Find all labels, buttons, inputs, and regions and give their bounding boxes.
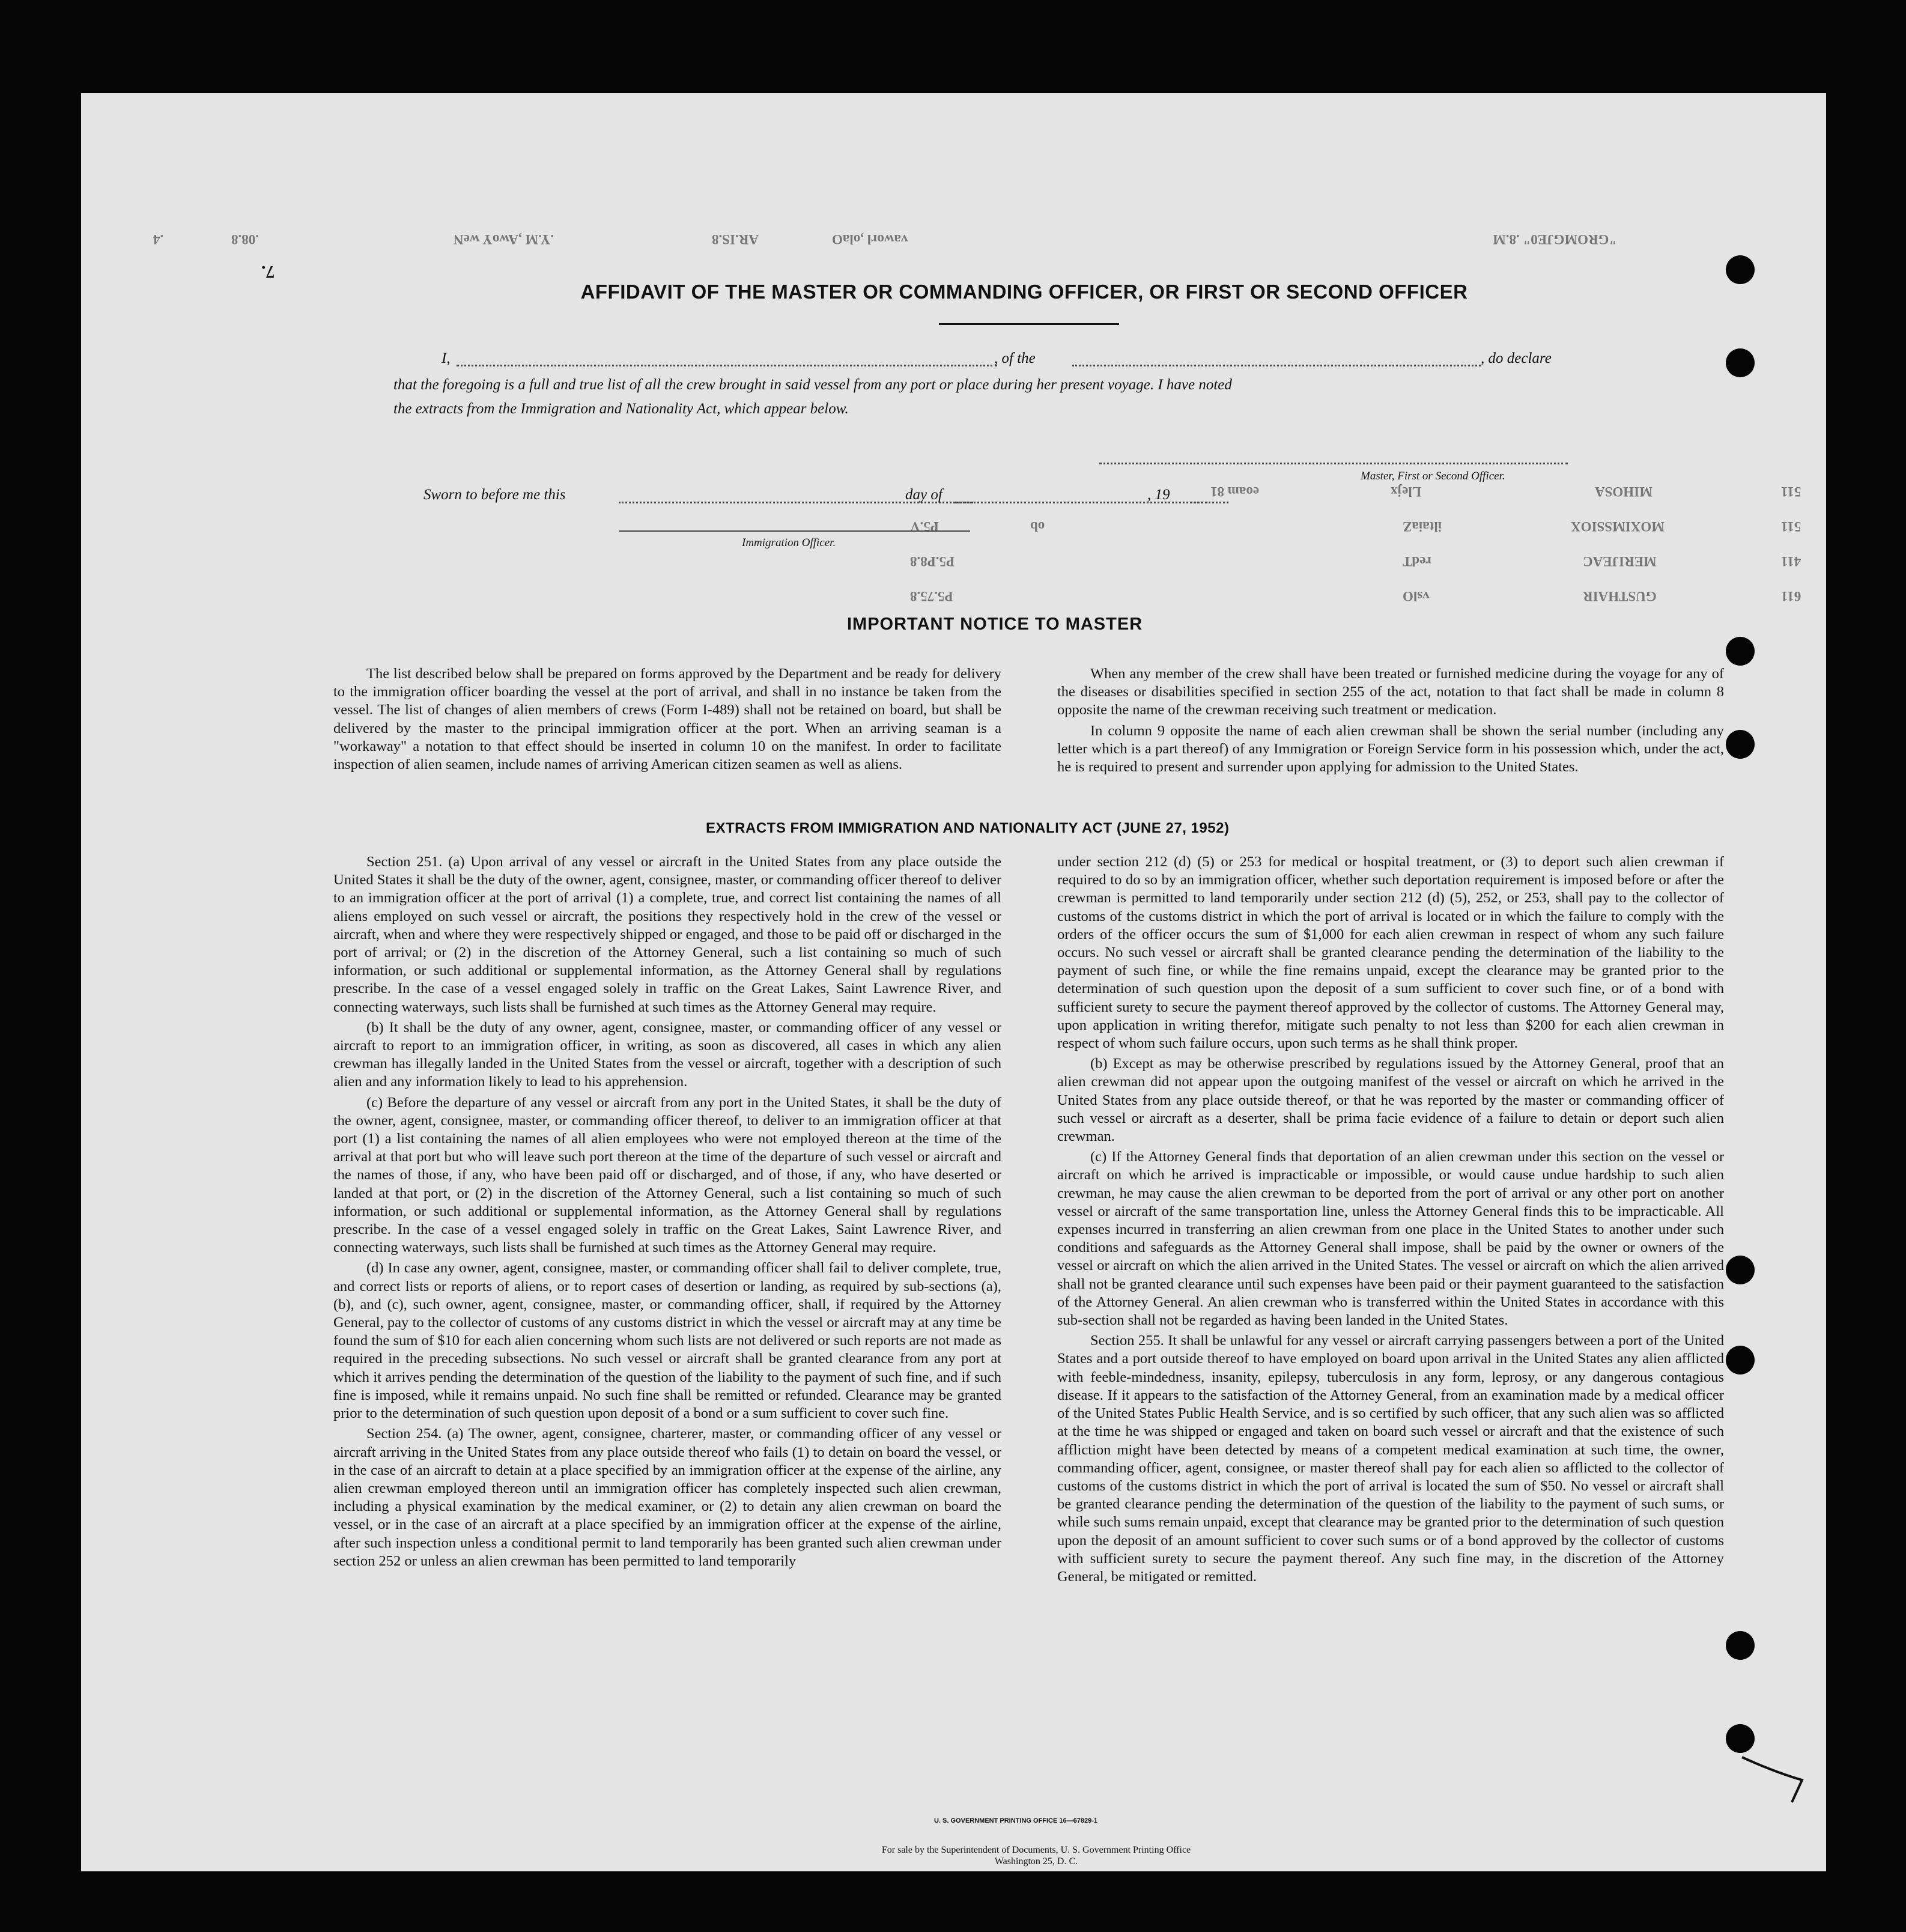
day-of-label: day of — [905, 487, 942, 503]
statement-line-1: that the foregoing is a full and true list of all the crew brought in said vessel from any port or place during her present voyage. I have noted — [393, 377, 1232, 393]
notice-paragraph: When any member of the crew shall have been treated or furnished medicine during the voyage for any of the diseases or disabilities specified in section 255 of the act, notation to that fact shall be made in column 8 opposite the name of the crewman receiving such treatment or medication. — [1057, 666, 1724, 718]
statement-line-2: the extracts from the Immigration and Nationality Act, which appear below. — [393, 401, 849, 417]
punch-hole-icon — [1726, 1346, 1755, 1375]
do-declare-label: , do declare — [1481, 350, 1552, 366]
punch-hole-icon — [1726, 1256, 1755, 1284]
vessel-blank[interactable] — [1072, 365, 1481, 366]
punch-hole-icon — [1726, 255, 1755, 284]
sworn-year-blank[interactable] — [1186, 502, 1228, 503]
statute-paragraph: (b) Except as may be otherwise prescribed by regulations issued by the Attorney General, proof that an alien crewman did not appear upon the outgoing manifest of the vessel or aircraft on which he arrived in the United States from any place outside thereof, or that he was reported by the master or commanding officer of such vessel or aircraft as a deserter, shall be prima facie evidence of a failure to detain or deport such alien crewman. — [1057, 1056, 1724, 1145]
bleed-through-row: GUSTHAIR 611 vslO P5.75.8 — [910, 589, 1801, 604]
affidavit-title: AFFIDAVIT OF THE MASTER OR COMMANDING OFFICER, OR FIRST OR SECOND OFFICER — [580, 281, 1468, 303]
statute-paragraph: (c) Before the departure of any vessel or aircraft from any port in the United States, it shall be the duty of the owner, agent, consignee, master, or commanding officer thereof, to deliver to an immigration officer at that port (1) a list containing the names of all alien employees who were not employed thereon at the time of the arrival at that port but who will leave such port thereon at the time of the departure of such vessel or aircraft and the names of those, if any, who have been paid off or discharged, and of those, if any, who have deserted or landed at that port, or (2) in the discretion of the Attorney General, such a list containing so much of such information, or such additional or supplemental information, as the Attorney General shall by regulations prescribe. In the case of a vessel engaged solely in traffic on the Great Lakes, Saint Lawrence River, and connecting waterways, such lists shall be furnished at such times as the Attorney General may require. — [333, 1094, 1001, 1256]
statute-paragraph: (b) It shall be the duty of any owner, agent, consignee, master, or commanding officer of any vessel or aircraft to report to an immigration officer, in writing, as soon as discovered, all cases in which any alien crewman has illegally landed in the United States from the vessel or aircraft, together with a description of such alien and any information likely to lead to his apprehension. — [333, 1019, 1001, 1090]
punch-hole-icon — [1726, 730, 1755, 759]
statute-paragraph: under section 212 (d) (5) or 253 for medical or hospital treatment, or (3) to deport such alien crewman if required to do so by an immigration officer, whether such deportation requirement is imposed before or after the crewman is permitted to land temporarily under section 212 (d) (5), 252, or 253, shall pay to the collector of customs of the customs district in which the port of arrival is located or in which the failure to comply with the orders of the officer occurs the sum of $1,000 for each alien crewman in respect of whom any such failure occurs. No such vessel or aircraft shall be granted clearance pending the determination of the liability to the payment of such fine, or while the fine remains unpaid, except the clearance may be granted prior to the determination of such question upon the deposit of a sum sufficient to cover such fine, or of a bond with sufficient surety to secure the payment thereof approved by the collector of customs. The Attorney General may, upon application in writing therefor, mitigate such penalty to not less than $200 for each alien crewman in respect of whom such failure occurs, upon such terms as he shall think proper. — [1057, 854, 1724, 1052]
extracts-right-column — [1057, 853, 1724, 1588]
extracts-heading: EXTRACTS FROM IMMIGRATION AND NATIONALITY ACT (JUNE 27, 1952) — [706, 820, 1230, 836]
notice-paragraph: In column 9 opposite the name of each alien crewman shall be shown the serial number (including any letter which is a part thereof) of any Immigration or Foreign Service form in his possession which, under the act, he is required to present and surrender upon applying for admission to the United States. — [1057, 722, 1724, 776]
name-blank[interactable] — [457, 365, 997, 366]
page-number: 7. — [261, 262, 275, 282]
extracts-left-column — [333, 853, 1001, 1573]
title-rule — [939, 323, 1119, 325]
year-label: , 19 — [1147, 487, 1170, 503]
statute-paragraph: Section 255. It shall be unlawful for any vessel or aircraft carrying passengers between a port of the United States and a port outside thereof to have employed on board upon arrival in the United States any alien afflicted with feeble-mindedness, insanity, epilepsy, tuberculosis in any form, leprosy, or any dangerous contagious disease. If it appears to the satisfaction of the Attorney General, from an examination made by a medical officer of the United States Public Health Service, and is so certified by such officer, that any such alien was so afflicted at the time he was shipped or engaged and taken on board such vessel or aircraft and that the existence of such affliction might have been detected by means of a competent medical examination at such time, the owner, commanding officer, agent, consignee, or master thereof shall pay for each alien so afflicted to the collector of customs of the customs district in which the port of arrival is located the sum of $50. No vessel or aircraft shall be granted clearance pending the determination of the question of the liability to the payment of such sums, or while such sums remain unpaid, except that clearance may be granted prior to the determination of such question upon the deposit of an amount sufficient to cover such sums or of a bond approved by the collector of customs with sufficient surety to secure the payment thereof. Any such fine may, in the discretion of the Attorney General, be mitigated or remitted. — [1057, 1332, 1724, 1585]
notice-paragraph: The list described below shall be prepared on forms approved by the Department and be ready for delivery to the immigration officer boarding the vessel at the port of arrival, and shall in no instance be taken from the vessel. The list of changes of alien members of crews (Form I-489) shall not be retained on board, but shall be delivered by the master to the principal immigration officer at the port. When an arriving seaman is a "workaway" a notation to that effect should be inserted in column 10 on the manifest. In order to facilitate inspection of alien seamen, include names of arriving American citizen seamen as well as aliens. — [333, 666, 1001, 773]
sale-line-1: For sale by the Superintendent of Documents, U. S. Government Printing Office — [881, 1845, 1191, 1855]
document-page — [81, 93, 1826, 1871]
sworn-label: Sworn to before me this — [423, 487, 566, 503]
gpo-imprint: U. S. GOVERNMENT PRINTING OFFICE 16—67829-1 — [934, 1817, 1098, 1824]
signature-caption: Master, First or Second Officer. — [1361, 470, 1505, 482]
bleed-through-row: MERIJEAC 411 redT P5.P8.8 — [910, 554, 1801, 569]
punch-hole-icon — [1726, 637, 1755, 666]
punch-hole-icon — [1726, 1724, 1755, 1753]
notice-right-column — [1057, 665, 1724, 779]
immigration-officer-line[interactable] — [619, 530, 970, 532]
statute-paragraph: Section 251. (a) Upon arrival of any vessel or aircraft in the United States from any place outside the United States it shall be the duty of the owner, agent, consignee, master, or commanding officer thereof to deliver to an immigration officer at the port of arrival (1) a complete, true, and correct list containing the names of all aliens employed on such vessel or aircraft, the positions they respectively hold in the crew of the vessel or aircraft, when and where they were respectively shipped or engaged, and those to be paid off or discharged in the port of arrival; or (2) in the discretion of the Attorney General, such a list containing so much of such information, or such additional or supplemental information, as the Attorney General shall by regulations prescribe. In the case of a vessel engaged solely in traffic on the Great Lakes, Saint Lawrence River, and connecting waterways, such lists shall be furnished at such times as the Attorney General may require. — [333, 854, 1001, 1015]
signature-line[interactable] — [1099, 463, 1568, 464]
notice-left-column — [333, 665, 1001, 776]
bleed-through-row: .4 .08.8 .Y.M ,AwoY weN AR.IS.8 vaworl ,olaO "GROMGJE0" .8.M — [153, 232, 1617, 247]
statute-paragraph: (d) In case any owner, agent, consignee, master, or commanding officer shall fail to deliver complete, true, and correct lists or reports of aliens, or to report cases of desertion or landing, as required by sub-sections (a), (b), and (c), such owner, agent, consignee, master, or commanding officer, shall, if required by the Attorney General, pay to the collector of customs of any customs district in which the vessel or aircraft may at any time be found the sum of $10 for each alien concerning whom such lists are not delivered or such reports are not made as required in the preceding subsections. No such vessel or aircraft shall be granted clearance from any port at which it arrives pending the determination of the question of the liability to the payment of such fine, and if such fine is imposed, while it remains unpaid. No such fine shall be remitted or refunded. Clearance may be granted prior to the determination of such question upon deposit of a bond or a sum sufficient to cover such fine. — [333, 1260, 1001, 1422]
punch-hole-icon — [1726, 1631, 1755, 1660]
notice-heading: IMPORTANT NOTICE TO MASTER — [847, 615, 1143, 634]
declare-prefix: I, — [442, 350, 451, 366]
bleed-through-row: MIHOSA 511 Llejx eoam 81 — [1210, 484, 1801, 499]
statute-paragraph: (c) If the Attorney General finds that deportation of an alien crewman under this section on the vessel or aircraft on which he arrived is impracticable or impossible, or would cause undue hardship to such alien crewman, he may cause the alien crewman to be deported from the port of arrival or any other port on another vessel or aircraft of the same transportation line, unless the Attorney General finds this to be impracticable. All expenses incurred in transferring an alien crewman from one place in the United States to another under such conditions and safeguards as the Attorney General shall impose, shall be paid by the owner or owners of the vessel or aircraft on which the alien arrived in the United States. The vessel or aircraft on which the alien arrived shall not be granted clearance until such expenses have been paid or their payment guaranteed to the satisfaction of the Attorney General. An alien crewman who is transferred within the United States in accordance with this sub-section shall not be regarded as having been landed in the United States. — [1057, 1149, 1724, 1329]
sale-line-2: Washington 25, D. C. — [994, 1856, 1078, 1867]
statute-paragraph: Section 254. (a) The owner, agent, consignee, charterer, master, or commanding officer of any vessel or aircraft arriving in the United States from any place outside thereof who fails (1) to detain on board the vessel, or in the case of an aircraft to detain at a place specified by an immigration officer at the expense of the airline, any alien crewman employed thereon until an immigration officer has completely inspected such alien crewman, including a physical examination by the medical examiner, or (2) to detain any alien crewman on board the vessel, or in the case of an aircraft at a place specified by an immigration officer at the expense of the airline, after such inspection unless a conditional permit to land temporarily has been granted such alien crewman under section 252 or unless an alien crewman has been permitted to land temporarily — [333, 1426, 1001, 1569]
immigration-officer-caption: Immigration Officer. — [742, 536, 836, 549]
of-the-label: , of the — [994, 350, 1036, 366]
bleed-through-row: MOXIMSSIOX 511 iltaiaZ ob P5.V — [910, 519, 1801, 534]
punch-hole-icon — [1726, 348, 1755, 377]
sale-notice — [814, 1844, 1258, 1867]
